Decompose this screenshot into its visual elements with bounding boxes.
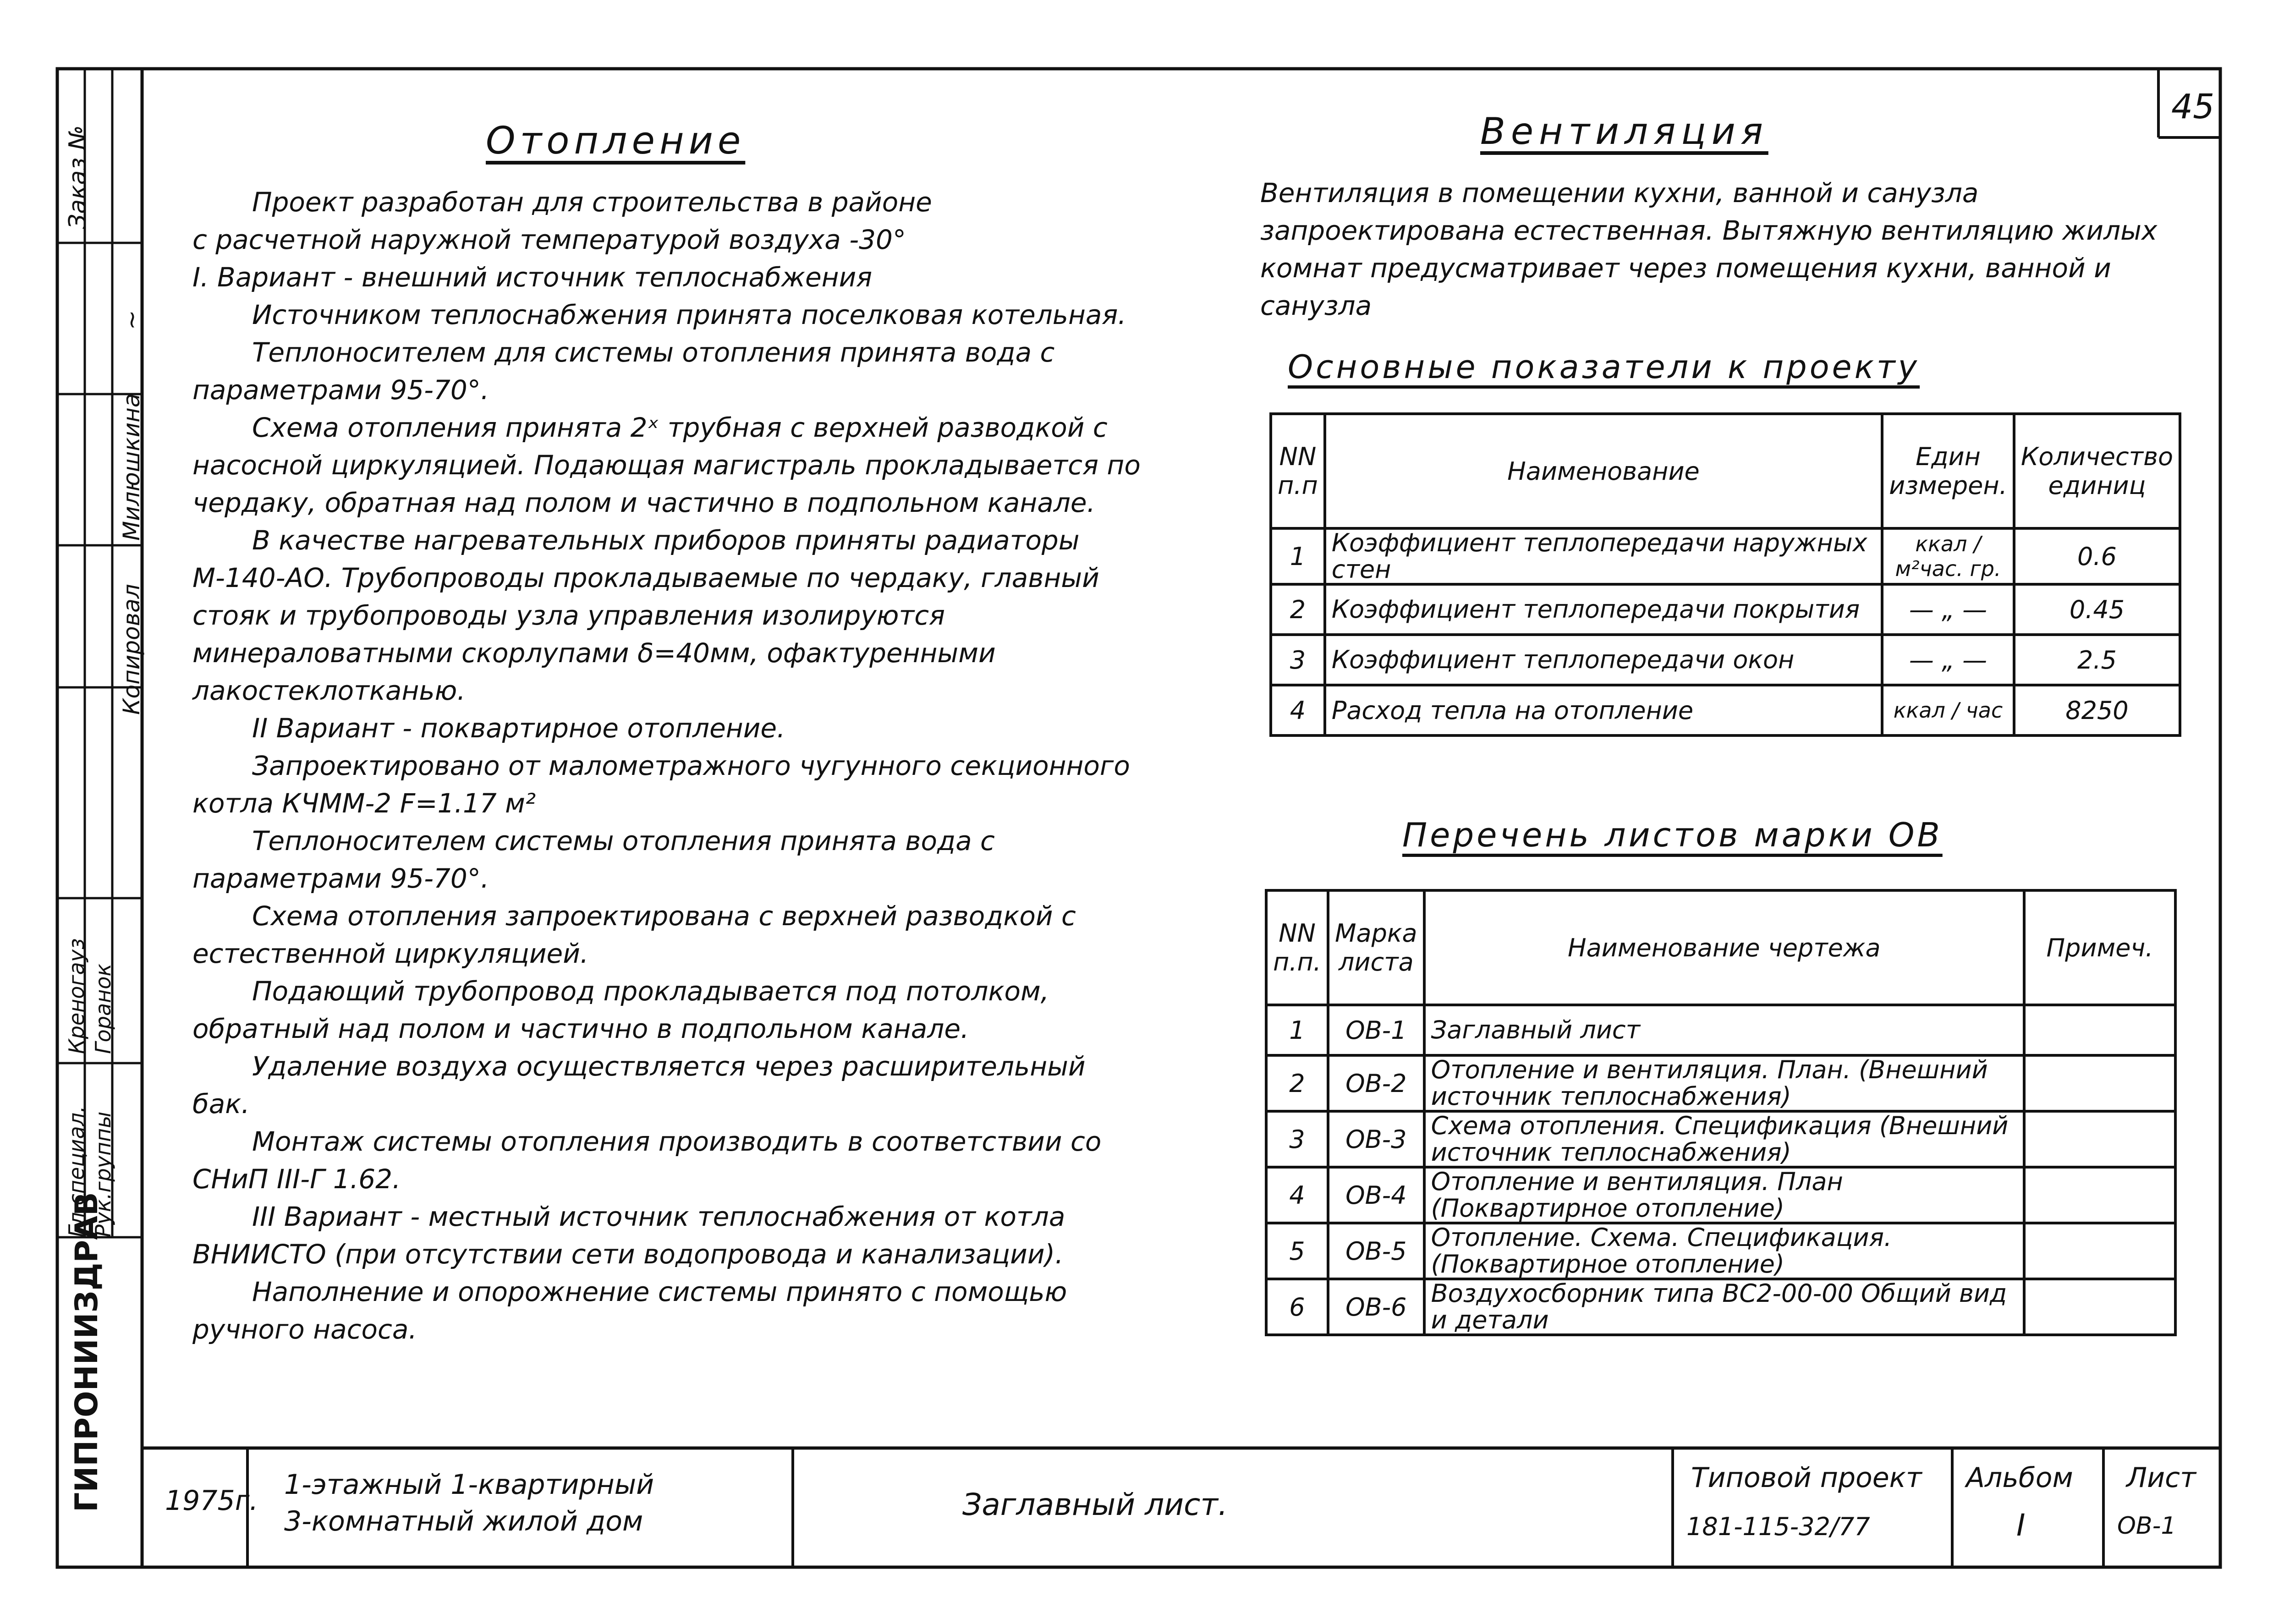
heating-paragraph: В качестве нагревательных приборов приняты радиаторы М-140-АО. Трубопроводы прокладываемые по чердаку, главный стояк и трубопроводы узла управления изолируются минераловатными скорлупами δ=40мм, офактуренными лакостеклотканью. xyxy=(192,525,1099,706)
table-row: 6 ОВ-6 Воздухосборник типа ВС2-00-00 Общий вид и детали xyxy=(1266,1279,2175,1335)
header-num: NN п.п. xyxy=(1266,890,1328,1005)
table-row: 3 ОВ-3 Схема отопления. Спецификация (Внешний источник теплоснабжения) xyxy=(1266,1111,2175,1167)
heating-paragraph: Проект разработан для строительства в районе xyxy=(252,187,932,218)
copied-label: Копировал xyxy=(118,584,145,715)
header-num: NN п.п xyxy=(1271,414,1325,528)
sheets-table xyxy=(1265,889,2177,1336)
heating-paragraph: III Вариант - местный источник теплоснабжения от котла ВНИИСТО (при отсутствии сети водопровода и канализации). xyxy=(192,1201,1065,1270)
sheet-title: Заглавный лист. xyxy=(962,1487,1228,1522)
heating-paragraph: Запроектировано от малометражного чугунного секционного котла КЧММ-2 F=1.17 м² xyxy=(192,750,1130,819)
album-value: I xyxy=(2016,1508,2026,1543)
copier-name: Милюшкина xyxy=(118,393,145,541)
heating-paragraph: Удаление воздуха осуществляется через расширительный бак. xyxy=(192,1051,1086,1119)
heating-paragraph: Теплоносителем системы отопления принята вода с параметрами 95-70°. xyxy=(192,825,995,894)
order-label: Заказ № xyxy=(64,125,92,229)
heating-paragraph: II Вариант - поквартирное отопление. xyxy=(252,713,785,744)
project-code: 181-115-32/77 xyxy=(1686,1512,1870,1541)
table-row: 5 ОВ-5 Отопление. Схема. Спецификация. (Поквартирное отопление) xyxy=(1266,1223,2175,1279)
table-row: 4 Расход тепла на отопление ккал / час 8250 xyxy=(1271,685,2180,735)
sheet-value: ОВ-1 xyxy=(2117,1512,2176,1540)
table-row: 1 Коэффициент теплопередачи наружных стен ккал / м²час. гр. 0.6 xyxy=(1271,528,2180,584)
object-line-2: 3-комнатный жилой дом xyxy=(284,1505,643,1537)
header-mark: Марка листа xyxy=(1328,890,1424,1005)
heating-paragraph: Монтаж системы отопления производить в соответствии со СНиП III-Г 1.62. xyxy=(192,1126,1102,1195)
indicators-title: Основные показатели к проекту xyxy=(1288,348,1920,386)
heating-paragraph: Наполнение и опорожнение системы принято с помощью ручного насоса. xyxy=(192,1276,1067,1345)
specialist-name: Креногауз xyxy=(64,938,89,1054)
header-unit: Един измерен. xyxy=(1882,414,2014,528)
heating-paragraph: Источником теплоснабжения принята поселковая котельная. xyxy=(252,299,1126,330)
header-name: Наименование чертежа xyxy=(1424,890,2024,1005)
heating-text xyxy=(192,183,1150,1348)
group-role: Рук.группы xyxy=(91,1111,115,1237)
heating-paragraph: Схема отопления принята 2ˣ трубная с верхней разводкой с насосной циркуляцией. Подающая магистраль прокладывается по чердаку, обратная над полом и частично в подпольном канале. xyxy=(192,412,1141,518)
group-name: Горанок xyxy=(91,963,115,1054)
sheet-label: Лист xyxy=(2126,1462,2196,1494)
heating-paragraph: I. Вариант - внешний источник теплоснабжения xyxy=(192,262,873,293)
header-note: Примеч. xyxy=(2024,890,2175,1005)
ventilation-text: Вентиляция в помещении кухни, ванной и санузла запроектирована естественная. Вытяжную вентиляцию жилых комнат предусматривает через помещения кухни, ванной и санузла xyxy=(1260,177,2158,321)
ventilation-title: Вентиляция xyxy=(1480,110,1768,153)
header-qty: Количество единиц xyxy=(2014,414,2180,528)
indicators-table xyxy=(1269,412,2181,737)
order-tilde: ~ xyxy=(118,310,146,330)
institute-name: ГИПРОНИИЗДРАВ xyxy=(69,1192,105,1512)
sheets-title: Перечень листов марки ОВ xyxy=(1402,816,1943,854)
heating-title: Отопление xyxy=(486,119,746,163)
specialist-role: Гл.специал. xyxy=(64,1106,89,1237)
heating-paragraph: Схема отопления запроектирована с верхней разводкой с естественной циркуляцией. xyxy=(192,900,1076,969)
table-row: 2 ОВ-2 Отопление и вентиляция. План. (Внешний источник теплоснабжения) xyxy=(1266,1055,2175,1111)
table-row: 1 ОВ-1 Заглавный лист xyxy=(1266,1005,2175,1055)
table-row: 3 Коэффициент теплопередачи окон — „ — 2.5 xyxy=(1271,635,2180,685)
header-name: Наименование xyxy=(1325,414,1882,528)
object-line-1: 1-этажный 1-квартирный xyxy=(284,1469,654,1501)
album-label: Альбом xyxy=(1966,1462,2073,1494)
heating-paragraph: с расчетной наружной температурой воздуха -30° xyxy=(192,224,906,255)
heating-paragraph: Подающий трубопровод прокладывается под потолком, обратный над полом и частично в подпольном канале. xyxy=(192,976,1049,1044)
page-number: 45 xyxy=(2171,87,2215,126)
table-row: 4 ОВ-4 Отопление и вентиляция. План (Поквартирное отопление) xyxy=(1266,1167,2175,1223)
year: 1975г. xyxy=(165,1485,258,1517)
table-row: 2 Коэффициент теплопередачи покрытия — „ — 0.45 xyxy=(1271,584,2180,635)
heating-paragraph: Теплоносителем для системы отопления принята вода с параметрами 95-70°. xyxy=(192,337,1055,406)
project-label: Типовой проект xyxy=(1691,1462,1922,1494)
